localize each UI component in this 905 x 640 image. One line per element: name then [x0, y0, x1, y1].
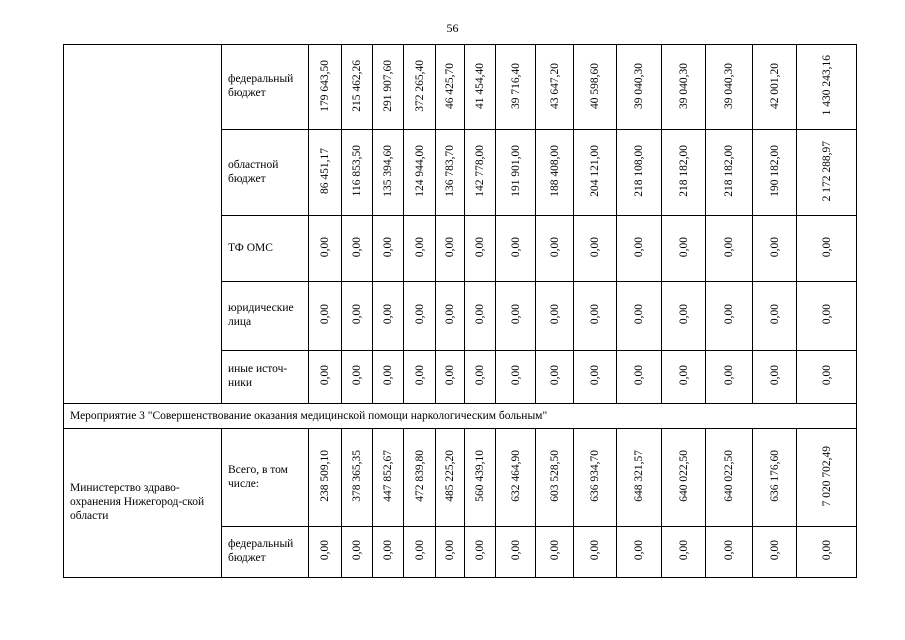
amount-cell: 0,00 — [706, 527, 753, 578]
amount-cell: 0,00 — [617, 527, 662, 578]
amount-cell: 0,00 — [373, 527, 404, 578]
amount-cell: 191 901,00 — [496, 130, 536, 216]
amount-cell: 0,00 — [617, 216, 662, 282]
funding-source-label: федеральный бюджет — [222, 527, 309, 578]
amount-cell: 0,00 — [536, 351, 574, 404]
amount-cell: 372 265,40 — [404, 45, 436, 130]
amount-cell: 0,00 — [373, 282, 404, 351]
amount-cell: 0,00 — [465, 527, 496, 578]
amount-cell: 0,00 — [465, 216, 496, 282]
total-cell: 1 430 243,16 — [797, 45, 857, 130]
amount-cell: 204 121,00 — [574, 130, 617, 216]
funding-source-label: федеральный бюджет — [222, 45, 309, 130]
amount-cell: 0,00 — [342, 216, 373, 282]
organization-cell-empty — [64, 45, 222, 404]
total-cell: 2 172 288,97 — [797, 130, 857, 216]
amount-cell: 0,00 — [436, 216, 465, 282]
amount-cell: 0,00 — [662, 282, 706, 351]
amount-cell: 188 408,00 — [536, 130, 574, 216]
amount-cell: 39 040,30 — [617, 45, 662, 130]
amount-cell: 86 451,17 — [309, 130, 342, 216]
amount-cell: 39 716,40 — [496, 45, 536, 130]
amount-cell: 179 643,50 — [309, 45, 342, 130]
amount-cell: 0,00 — [574, 351, 617, 404]
amount-cell: 0,00 — [753, 282, 797, 351]
amount-cell: 0,00 — [662, 351, 706, 404]
amount-cell: 0,00 — [617, 351, 662, 404]
total-cell: 0,00 — [797, 351, 857, 404]
amount-cell: 0,00 — [617, 282, 662, 351]
amount-cell: 0,00 — [496, 527, 536, 578]
amount-cell: 0,00 — [309, 351, 342, 404]
amount-cell: 0,00 — [496, 282, 536, 351]
funding-source-label: иные источ-ники — [222, 351, 309, 404]
measure-3-title: Мероприятие 3 "Совершенствование оказания медицинской помощи наркологическим больным" — [64, 404, 857, 429]
amount-cell: 142 778,00 — [465, 130, 496, 216]
amount-cell: 0,00 — [373, 216, 404, 282]
amount-cell: 0,00 — [574, 527, 617, 578]
amount-cell: 560 439,10 — [465, 429, 496, 527]
amount-cell: 472 839,80 — [404, 429, 436, 527]
amount-cell: 0,00 — [536, 527, 574, 578]
page-number: 56 — [446, 21, 459, 35]
table-row — [64, 429, 857, 527]
amount-cell: 291 907,60 — [373, 45, 404, 130]
amount-cell: 0,00 — [753, 351, 797, 404]
amount-cell: 632 464,90 — [496, 429, 536, 527]
amount-cell: 0,00 — [342, 351, 373, 404]
amount-cell: 0,00 — [436, 527, 465, 578]
amount-cell: 0,00 — [373, 351, 404, 404]
amount-cell: 0,00 — [706, 351, 753, 404]
amount-cell: 124 944,00 — [404, 130, 436, 216]
amount-cell: 640 022,50 — [662, 429, 706, 527]
funding-source-label: Всего, в том числе: — [222, 429, 309, 527]
amount-cell: 0,00 — [536, 282, 574, 351]
amount-cell: 39 040,30 — [662, 45, 706, 130]
amount-cell: 0,00 — [342, 282, 373, 351]
amount-cell: 0,00 — [496, 216, 536, 282]
amount-cell: 0,00 — [662, 527, 706, 578]
total-cell: 0,00 — [797, 282, 857, 351]
amount-cell: 0,00 — [404, 282, 436, 351]
amount-cell: 0,00 — [753, 527, 797, 578]
total-cell: 0,00 — [797, 216, 857, 282]
amount-cell: 0,00 — [706, 282, 753, 351]
amount-cell: 39 040,30 — [706, 45, 753, 130]
budget-table — [63, 44, 857, 578]
amount-cell: 0,00 — [465, 351, 496, 404]
amount-cell: 218 108,00 — [617, 130, 662, 216]
amount-cell: 378 365,35 — [342, 429, 373, 527]
total-cell: 7 020 702,49 — [797, 429, 857, 527]
organization-name: Министерство здраво-охранения Нижегород-ской области — [64, 429, 222, 578]
amount-cell: 0,00 — [309, 282, 342, 351]
amount-cell: 0,00 — [706, 216, 753, 282]
amount-cell: 190 182,00 — [753, 130, 797, 216]
table-row — [64, 45, 857, 130]
amount-cell: 0,00 — [465, 282, 496, 351]
amount-cell: 43 647,20 — [536, 45, 574, 130]
amount-cell: 215 462,26 — [342, 45, 373, 130]
amount-cell: 42 001,20 — [753, 45, 797, 130]
amount-cell: 218 182,00 — [662, 130, 706, 216]
amount-cell: 636 176,60 — [753, 429, 797, 527]
amount-cell: 0,00 — [404, 351, 436, 404]
funding-source-label: юридические лица — [222, 282, 309, 351]
amount-cell: 603 528,50 — [536, 429, 574, 527]
amount-cell: 40 598,60 — [574, 45, 617, 130]
amount-cell: 0,00 — [753, 216, 797, 282]
amount-cell: 46 425,70 — [436, 45, 465, 130]
amount-cell: 135 394,60 — [373, 130, 404, 216]
amount-cell: 0,00 — [496, 351, 536, 404]
amount-cell: 447 852,67 — [373, 429, 404, 527]
amount-cell: 0,00 — [436, 282, 465, 351]
funding-source-label: ТФ ОМС — [222, 216, 309, 282]
amount-cell: 0,00 — [342, 527, 373, 578]
amount-cell: 0,00 — [436, 351, 465, 404]
amount-cell: 238 509,10 — [309, 429, 342, 527]
amount-cell: 0,00 — [574, 216, 617, 282]
total-cell: 0,00 — [797, 527, 857, 578]
amount-cell: 0,00 — [404, 216, 436, 282]
amount-cell: 0,00 — [536, 216, 574, 282]
amount-cell: 0,00 — [404, 527, 436, 578]
amount-cell: 640 022,50 — [706, 429, 753, 527]
amount-cell: 0,00 — [309, 527, 342, 578]
amount-cell: 136 783,70 — [436, 130, 465, 216]
amount-cell: 0,00 — [309, 216, 342, 282]
amount-cell: 0,00 — [574, 282, 617, 351]
amount-cell: 116 853,50 — [342, 130, 373, 216]
amount-cell: 648 321,57 — [617, 429, 662, 527]
amount-cell: 218 182,00 — [706, 130, 753, 216]
funding-source-label: областной бюджет — [222, 130, 309, 216]
amount-cell: 485 225,20 — [436, 429, 465, 527]
amount-cell: 41 454,40 — [465, 45, 496, 130]
amount-cell: 0,00 — [662, 216, 706, 282]
table-row — [64, 404, 857, 429]
amount-cell: 636 934,70 — [574, 429, 617, 527]
